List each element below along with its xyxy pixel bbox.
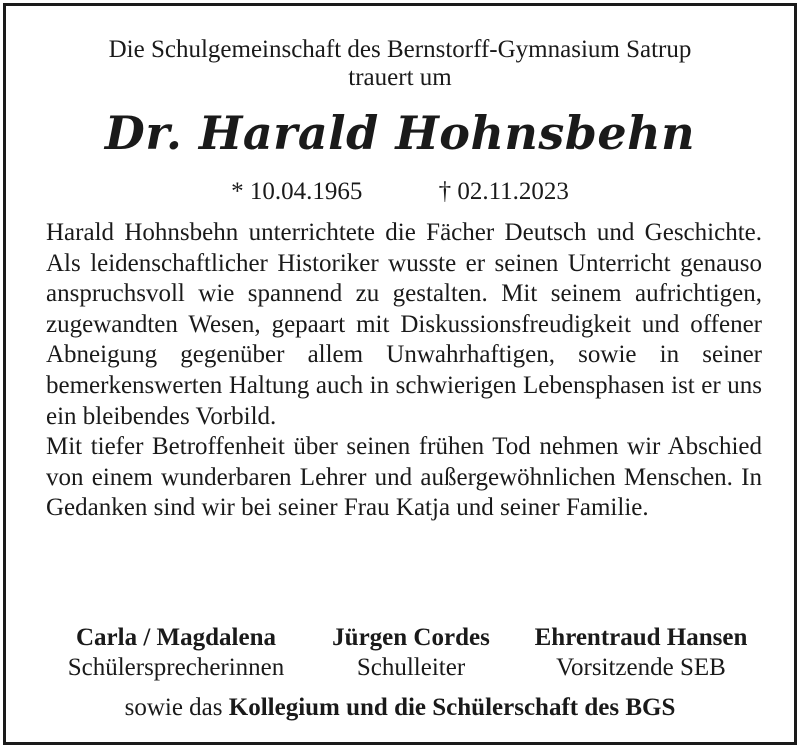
header-line-1: Die Schulgemeinschaft des Bernstorff-Gymnasium Satrup bbox=[108, 36, 692, 63]
footer-line bbox=[6, 694, 794, 722]
signature-role: Schulleiter bbox=[356, 654, 466, 681]
deceased-name: Dr. Harald Hohnsbehn bbox=[104, 106, 696, 160]
obituary-text bbox=[46, 218, 762, 524]
paragraph-2: Mit tiefer Betroffenheit über seinen frühen Tod nehmen wir Abschied von einem wunderbaren Lehrer und außergewöhnlichen Menschen. In Gedanken sind wir bei seiner Frau Katja und seiner Familie. bbox=[46, 433, 762, 522]
paragraph-1: Harald Hohnsbehn unterrichtete die Fächer Deutsch und Geschichte. Als leidenschaftlicher Historiker wusste er seinen Unterricht genauso anspruchsvoll wie spannend zu gestalten. Mit seinem aufrichtigen, zugewandten Wesen, gepaart mit Diskussionsfreudigkeit und offener Abneigung gegenüber allem Unwahrhaftigen, sowie in seiner bemerkenswerten Haltung auch in schwierigen Lebensphasen ist er uns ein bleibendes Vorbild. bbox=[46, 219, 762, 430]
signature-name: Jürgen Cordes bbox=[332, 624, 490, 651]
signature-3 bbox=[511, 624, 771, 682]
signature-name: Carla / Magdalena bbox=[76, 624, 276, 651]
signature-role: Vorsitzende SEB bbox=[556, 654, 726, 681]
obituary-frame bbox=[3, 3, 797, 745]
signature-name: Ehrentraud Hansen bbox=[534, 624, 748, 651]
life-dates bbox=[6, 178, 794, 206]
header-line-2: trauert um bbox=[348, 64, 452, 91]
signature-1 bbox=[46, 624, 306, 682]
death-date: † 02.11.2023 bbox=[438, 178, 569, 205]
signature-role: Schülersprecherinnen bbox=[67, 654, 285, 681]
footer-prefix: sowie das bbox=[124, 694, 229, 721]
birth-date: * 10.04.1965 bbox=[231, 178, 363, 205]
signature-2 bbox=[326, 624, 496, 682]
footer-bold: Kollegium und die Schülerschaft des BGS bbox=[228, 694, 676, 721]
